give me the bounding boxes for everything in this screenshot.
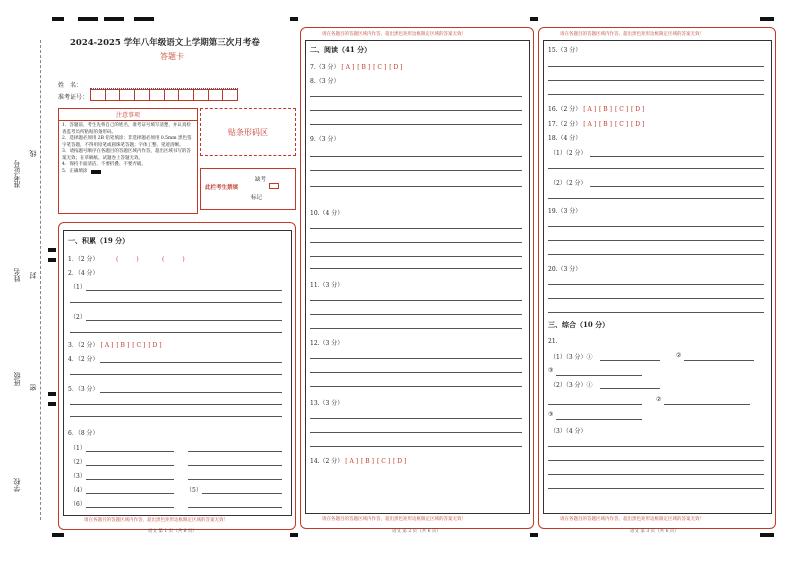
- id-box[interactable]: [135, 89, 150, 101]
- answer-line[interactable]: [310, 96, 522, 97]
- choice-d[interactable]: [ D ]: [393, 458, 407, 465]
- answer-line[interactable]: [310, 358, 522, 359]
- answer-line[interactable]: [70, 374, 282, 375]
- answer-line[interactable]: [86, 451, 174, 452]
- registration-mark: [104, 17, 124, 21]
- q21-sub: ③: [548, 367, 554, 374]
- registration-mark: [48, 258, 56, 262]
- choice-c[interactable]: [ C ]: [614, 121, 629, 128]
- answer-line[interactable]: [310, 268, 522, 269]
- side-label-id: 准考证号: [13, 160, 21, 188]
- answer-line[interactable]: [70, 416, 282, 417]
- answer-line[interactable]: [86, 465, 174, 466]
- answer-line[interactable]: [100, 392, 282, 393]
- answer-line[interactable]: [548, 66, 764, 67]
- id-box[interactable]: [90, 89, 106, 101]
- absent-label: 此栏考生禁填: [205, 185, 239, 191]
- q21-sub: ②: [676, 352, 682, 359]
- choice-b[interactable]: [ B ]: [361, 458, 374, 465]
- question-8: 8.（3 分）: [310, 78, 340, 85]
- registration-mark: [48, 402, 56, 406]
- registration-mark: [290, 533, 298, 537]
- question-5: 5．（3 分）: [68, 386, 99, 393]
- page-footer: 语文 第 1 页（共 6 页）: [148, 529, 197, 534]
- q6-sub: （3）: [70, 473, 86, 480]
- q21-sub: ②: [656, 396, 662, 403]
- choice-c[interactable]: [ C ]: [376, 458, 391, 465]
- question-10: 10.（4 分）: [310, 210, 344, 217]
- question-16: [548, 104, 647, 113]
- notice-item: 3．请按题号顺序在各题目的答题区域内作答，超出区域书写的答案无效；在草稿纸、试题卷上答题无效。: [62, 149, 191, 161]
- answer-line[interactable]: [556, 419, 642, 420]
- choice-b[interactable]: [ B ]: [599, 121, 612, 128]
- answer-line[interactable]: [86, 507, 174, 508]
- absent-checkbox[interactable]: [269, 183, 279, 189]
- choice-c[interactable]: [ C ]: [373, 64, 387, 71]
- answer-frame-2: [305, 40, 530, 514]
- answer-line[interactable]: [310, 186, 522, 187]
- question-19: 19.（3 分）: [548, 208, 582, 215]
- id-box[interactable]: [150, 89, 165, 101]
- barcode-area: [200, 108, 296, 156]
- answer-line[interactable]: [70, 404, 282, 405]
- q17-label: 17.（2 分）: [548, 121, 582, 128]
- notice-title: 注意事项: [59, 109, 197, 121]
- q2-sub: （2）: [70, 314, 86, 321]
- answer-line[interactable]: [310, 328, 522, 329]
- question-9: 9.（3 分）: [310, 136, 340, 143]
- warning-text: 请在各题目的答题区域内作答，超出黑色矩形边框限定区域的答案无效！: [84, 518, 228, 523]
- q7-label: 7.（3 分）: [310, 64, 340, 71]
- answer-line[interactable]: [548, 404, 642, 405]
- id-box[interactable]: [209, 89, 224, 101]
- page-title: 2024-2025 学年八年级语文上学期第三次月考卷: [70, 38, 260, 48]
- warning-text: 请在各题目的答题区域内作答，超出黑色矩形边框限定区域的答案无效！: [322, 517, 466, 522]
- question-14: [310, 456, 409, 465]
- answer-line[interactable]: [556, 375, 642, 376]
- answer-line[interactable]: [548, 284, 764, 285]
- question-2: 2．（4 分）: [68, 270, 99, 277]
- question-18: 18.（4 分）: [548, 135, 582, 142]
- q6-sub: （4）: [70, 487, 86, 494]
- absent-box: [200, 168, 296, 210]
- side-label-line: 线: [29, 150, 37, 157]
- choice-d[interactable]: [ D ]: [631, 106, 645, 113]
- q21-sub: （3）（4 分）: [550, 428, 587, 435]
- choice-a[interactable]: [ A ]: [345, 458, 359, 465]
- answer-line[interactable]: [684, 360, 754, 361]
- answer-line[interactable]: [548, 94, 764, 95]
- notice-item: 5．正确填涂: [62, 168, 88, 174]
- answer-line[interactable]: [86, 320, 282, 321]
- answer-line[interactable]: [310, 228, 522, 229]
- id-box[interactable]: [106, 89, 121, 101]
- id-box[interactable]: [223, 89, 238, 101]
- answer-line[interactable]: [548, 226, 764, 227]
- notice-box: [58, 108, 198, 214]
- answer-line[interactable]: [600, 388, 660, 389]
- notice-item: 1．答题前，考生先将自己的姓名，准考证号填写清楚，并认真检查监考员所粘贴的条形码。: [62, 123, 191, 135]
- answer-line[interactable]: [600, 360, 660, 361]
- fill-sample-icon: [91, 170, 101, 174]
- answer-line[interactable]: [310, 256, 522, 257]
- q18-sub: （1）（2 分）: [550, 150, 587, 157]
- page-footer: 语文 第 3 页（共 6 页）: [630, 529, 679, 534]
- q6-sub: （2）: [70, 459, 86, 466]
- answer-line[interactable]: [548, 240, 764, 241]
- answer-line[interactable]: [548, 254, 764, 255]
- id-boxes[interactable]: [90, 89, 238, 101]
- answer-line[interactable]: [548, 168, 764, 169]
- q21-sub: （1）（3 分）①: [550, 354, 593, 361]
- answer-line[interactable]: [310, 156, 522, 157]
- registration-mark: [530, 17, 538, 21]
- id-box[interactable]: [179, 89, 194, 101]
- choice-a[interactable]: [ A ]: [583, 106, 597, 113]
- q18-sub: （2）（2 分）: [550, 180, 587, 187]
- answer-line[interactable]: [86, 493, 174, 494]
- registration-mark: [48, 392, 56, 396]
- question-6: 6．（8 分）: [68, 430, 99, 437]
- question-7: [310, 62, 406, 71]
- answer-line[interactable]: [86, 479, 174, 480]
- choice-d[interactable]: [ D ]: [631, 121, 645, 128]
- question-20: 20.（3 分）: [548, 266, 582, 273]
- barcode-label: 贴条形码区: [228, 127, 268, 137]
- q21-sub: ③: [548, 411, 554, 418]
- warning-text: 请在各题目的答题区域内作答，超出黑色矩形边框限定区域的答案无效！: [322, 32, 466, 37]
- warning-text: 请在各题目的答题区域内作答，超出黑色矩形边框限定区域的答案无效！: [560, 32, 704, 37]
- choice-b[interactable]: [ B ]: [599, 106, 612, 113]
- answer-line[interactable]: [310, 446, 522, 447]
- choice-b[interactable]: [ B ]: [357, 64, 371, 71]
- answer-line[interactable]: [70, 332, 282, 333]
- choice-a[interactable]: [ A ]: [100, 342, 114, 349]
- absent-option: 缺考: [255, 177, 267, 183]
- answer-line[interactable]: [548, 446, 764, 447]
- notice-item: 4．保持卡面清洁，不要折叠、不要弄破。: [62, 162, 146, 167]
- registration-mark: [290, 17, 298, 21]
- answer-line[interactable]: [100, 362, 282, 363]
- question-15: 15.（3 分）: [548, 47, 582, 54]
- answer-line[interactable]: [188, 479, 282, 480]
- id-box[interactable]: [165, 89, 180, 101]
- q14-label: 14.（2 分）: [310, 458, 344, 465]
- registration-mark: [530, 533, 538, 537]
- section-title: 一、积累（19 分）: [68, 236, 130, 245]
- question-1: 1．（2 分）: [68, 256, 99, 263]
- answer-line[interactable]: [310, 372, 522, 373]
- answer-line[interactable]: [310, 432, 522, 433]
- question-13: 13.（3 分）: [310, 400, 344, 407]
- answer-line[interactable]: [70, 302, 282, 303]
- answer-line[interactable]: [548, 312, 764, 313]
- notice-item: 2．选择题必须用 2B 铅笔填涂；非选择题必须用 0.5mm 黑色签字笔答题，不得用铅笔或圆珠笔答题；字体工整、笔迹清晰。: [62, 136, 192, 148]
- section-title: 二、阅读（41 分）: [310, 45, 372, 54]
- answer-line[interactable]: [310, 170, 522, 171]
- answer-line[interactable]: [310, 300, 522, 301]
- side-label-class: 班级: [13, 372, 21, 386]
- question-11: 11.（3 分）: [310, 282, 344, 289]
- answer-line[interactable]: [310, 124, 522, 125]
- registration-mark: [760, 17, 774, 21]
- section-title: 三、综合（10 分）: [548, 320, 610, 329]
- answer-line[interactable]: [548, 460, 764, 461]
- q16-label: 16.（2 分）: [548, 106, 582, 113]
- choice-d[interactable]: [ D ]: [389, 64, 403, 71]
- q2-sub: （1）: [70, 284, 86, 291]
- answer-line[interactable]: [310, 110, 522, 111]
- side-label-school: 学校: [13, 478, 21, 492]
- side-label-seal: 封: [29, 272, 37, 279]
- absent-option: 标记: [251, 195, 263, 201]
- answer-line[interactable]: [202, 493, 282, 494]
- answer-line[interactable]: [188, 465, 282, 466]
- question-4: 4．（2 分）: [68, 356, 99, 363]
- answer-line[interactable]: [86, 290, 282, 291]
- answer-line[interactable]: [310, 386, 522, 387]
- q6-sub: （6）: [70, 501, 86, 508]
- choice-a[interactable]: [ A ]: [583, 121, 597, 128]
- answer-line[interactable]: [548, 80, 764, 81]
- q3-label: 3．（2 分）: [68, 342, 99, 349]
- answer-line[interactable]: [548, 488, 764, 489]
- answer-line[interactable]: [590, 186, 764, 187]
- choice-a[interactable]: [ A ]: [341, 64, 355, 71]
- id-label: 准考证号：: [58, 94, 89, 101]
- question-17: [548, 119, 647, 128]
- id-box[interactable]: [194, 89, 209, 101]
- side-label-secret: 密: [29, 384, 37, 391]
- warning-text: 请在各题目的答题区域内作答，超出黑色矩形边框限定区域的答案无效！: [560, 517, 704, 522]
- registration-mark: [760, 533, 774, 537]
- registration-mark: [134, 17, 154, 21]
- answer-line[interactable]: [310, 314, 522, 315]
- registration-mark: [52, 533, 64, 537]
- registration-mark: [78, 17, 98, 21]
- q6-sub: （5）: [186, 487, 202, 494]
- question-3: [68, 340, 165, 349]
- choice-b[interactable]: [ B ]: [116, 342, 130, 349]
- choice-c[interactable]: [ C ]: [132, 342, 146, 349]
- answer-line[interactable]: [548, 198, 764, 199]
- answer-line[interactable]: [188, 507, 282, 508]
- answer-line[interactable]: [548, 298, 764, 299]
- question-21: 21.: [548, 338, 558, 345]
- q1-blank: ( ): [116, 256, 139, 263]
- id-box[interactable]: [120, 89, 135, 101]
- q1-blank: ( ): [162, 256, 185, 263]
- answer-line[interactable]: [310, 242, 522, 243]
- choice-c[interactable]: [ C ]: [614, 106, 629, 113]
- page-subtitle: 答题卡: [160, 52, 184, 61]
- q21-sub: （2）（3 分）①: [550, 382, 593, 389]
- registration-mark: [52, 17, 64, 21]
- page-footer: 语文 第 2 页（共 6 页）: [392, 529, 441, 534]
- name-label: 姓 名：: [58, 82, 83, 89]
- q6-sub: （1）: [70, 445, 86, 452]
- answer-line[interactable]: [664, 404, 750, 405]
- registration-mark: [48, 248, 56, 252]
- answer-line[interactable]: [310, 418, 522, 419]
- answer-line[interactable]: [188, 451, 282, 452]
- binding-line: [40, 40, 41, 520]
- answer-line[interactable]: [590, 156, 764, 157]
- answer-line[interactable]: [548, 474, 764, 475]
- side-label-name: 姓名: [13, 268, 21, 282]
- choice-d[interactable]: [ D ]: [148, 342, 162, 349]
- question-12: 12.（3 分）: [310, 340, 344, 347]
